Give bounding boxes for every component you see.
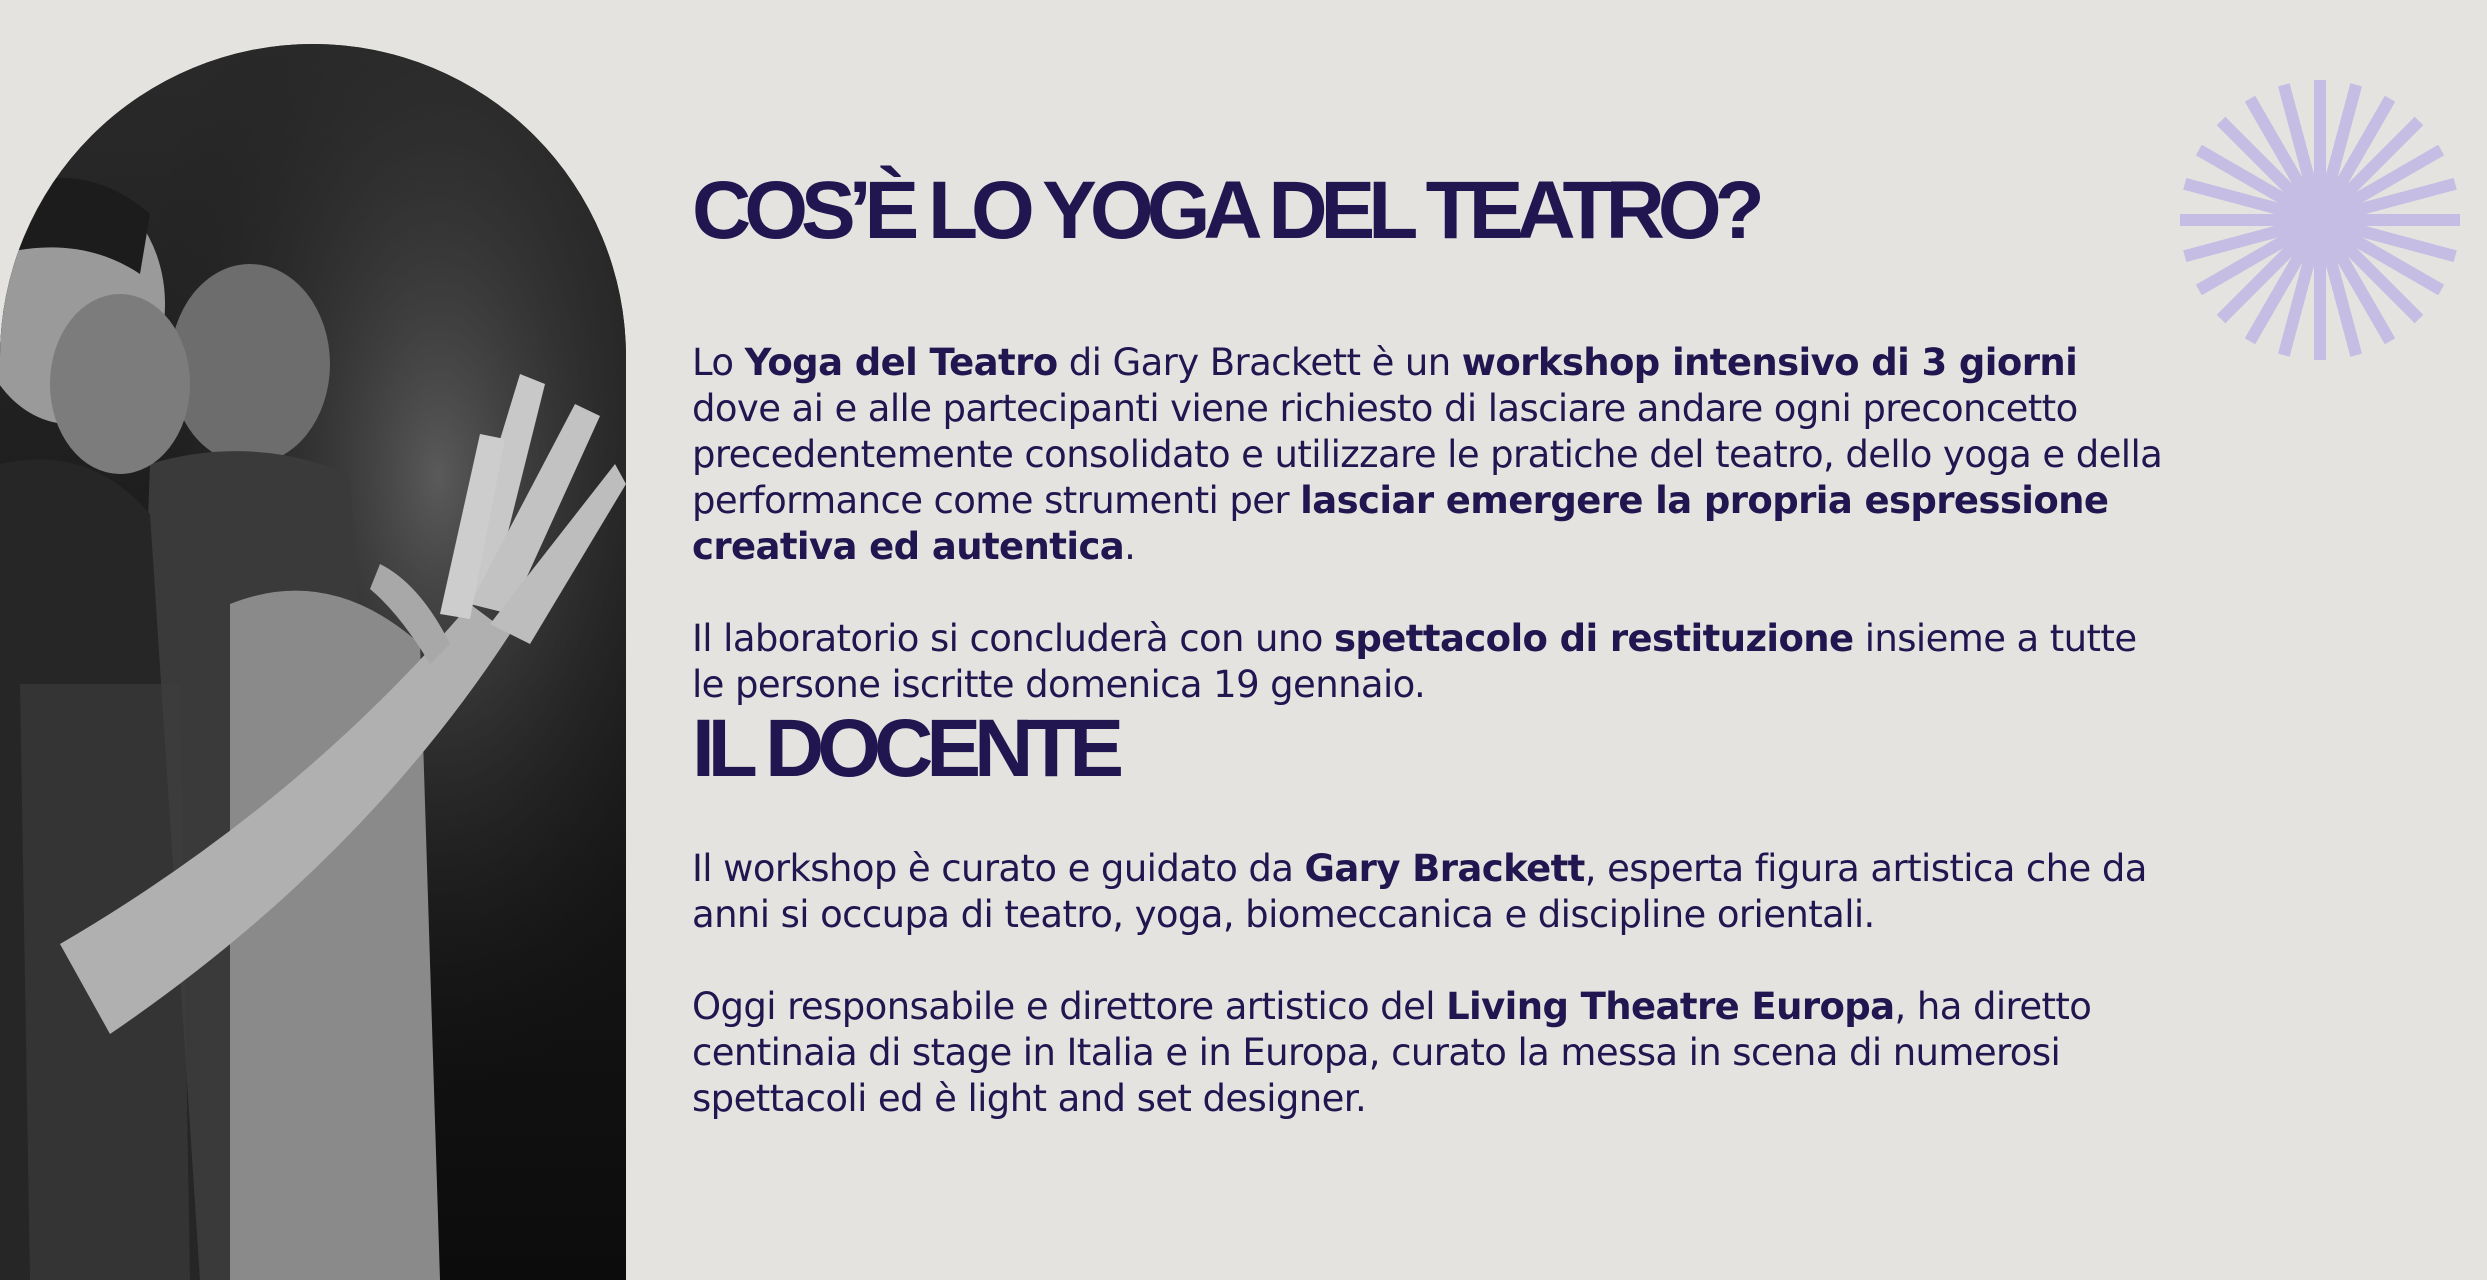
performers-photo (0, 44, 626, 1280)
bold-text: lasciar emergere la propria espressione creativa ed autentica (692, 479, 2109, 568)
starburst-icon (2180, 80, 2460, 360)
text-span: , ha diretto centinaia di stage in Italia e in Europa, curato la messa in scena di numerosi spettacoli ed è light and set designer. (692, 985, 2092, 1120)
text-span: . (1124, 525, 1136, 568)
text-span: dove ai e alle partecipanti viene richiesto di lasciare andare ogni preconcetto precedentemente consolidato e utilizzare le pratiche del teatro, dello yoga e della performance come strumenti per (692, 387, 2163, 522)
text-span: Lo (692, 341, 745, 384)
teacher-bio-paragraph (692, 984, 2172, 1122)
intro-paragraph (692, 340, 2172, 570)
bold-text: Living Theatre Europa (1446, 985, 1895, 1028)
text-span: Il workshop è curato e guidato da (692, 847, 1305, 890)
text-span: , esperta figura artistica che da anni si occupa di teatro, yoga, biomeccanica e discipline orientali. (692, 847, 2147, 936)
bold-text: workshop intensivo di 3 giorni (1461, 341, 2078, 384)
closing-performance-paragraph (692, 616, 2172, 708)
bold-text: Gary Brackett (1304, 847, 1585, 890)
text-span: Oggi responsabile e direttore artistico del (692, 985, 1447, 1028)
bold-text: spettacolo di restituzione (1333, 617, 1854, 660)
text-span: di Gary Brackett è un (1057, 341, 1462, 384)
main-content (692, 165, 2172, 1122)
teacher-paragraph (692, 846, 2172, 938)
section-heading-yoga: COS’È LO YOGA DEL TEATRO? (692, 165, 1758, 256)
text-span: Il laboratorio si concluderà con uno (692, 617, 1334, 660)
text-span: insieme a tutte le persone iscritte domenica 19 gennaio. (692, 617, 2137, 706)
section-heading-teacher: IL DOCENTE (692, 703, 1118, 794)
bold-text: Yoga del Teatro (744, 341, 1058, 384)
